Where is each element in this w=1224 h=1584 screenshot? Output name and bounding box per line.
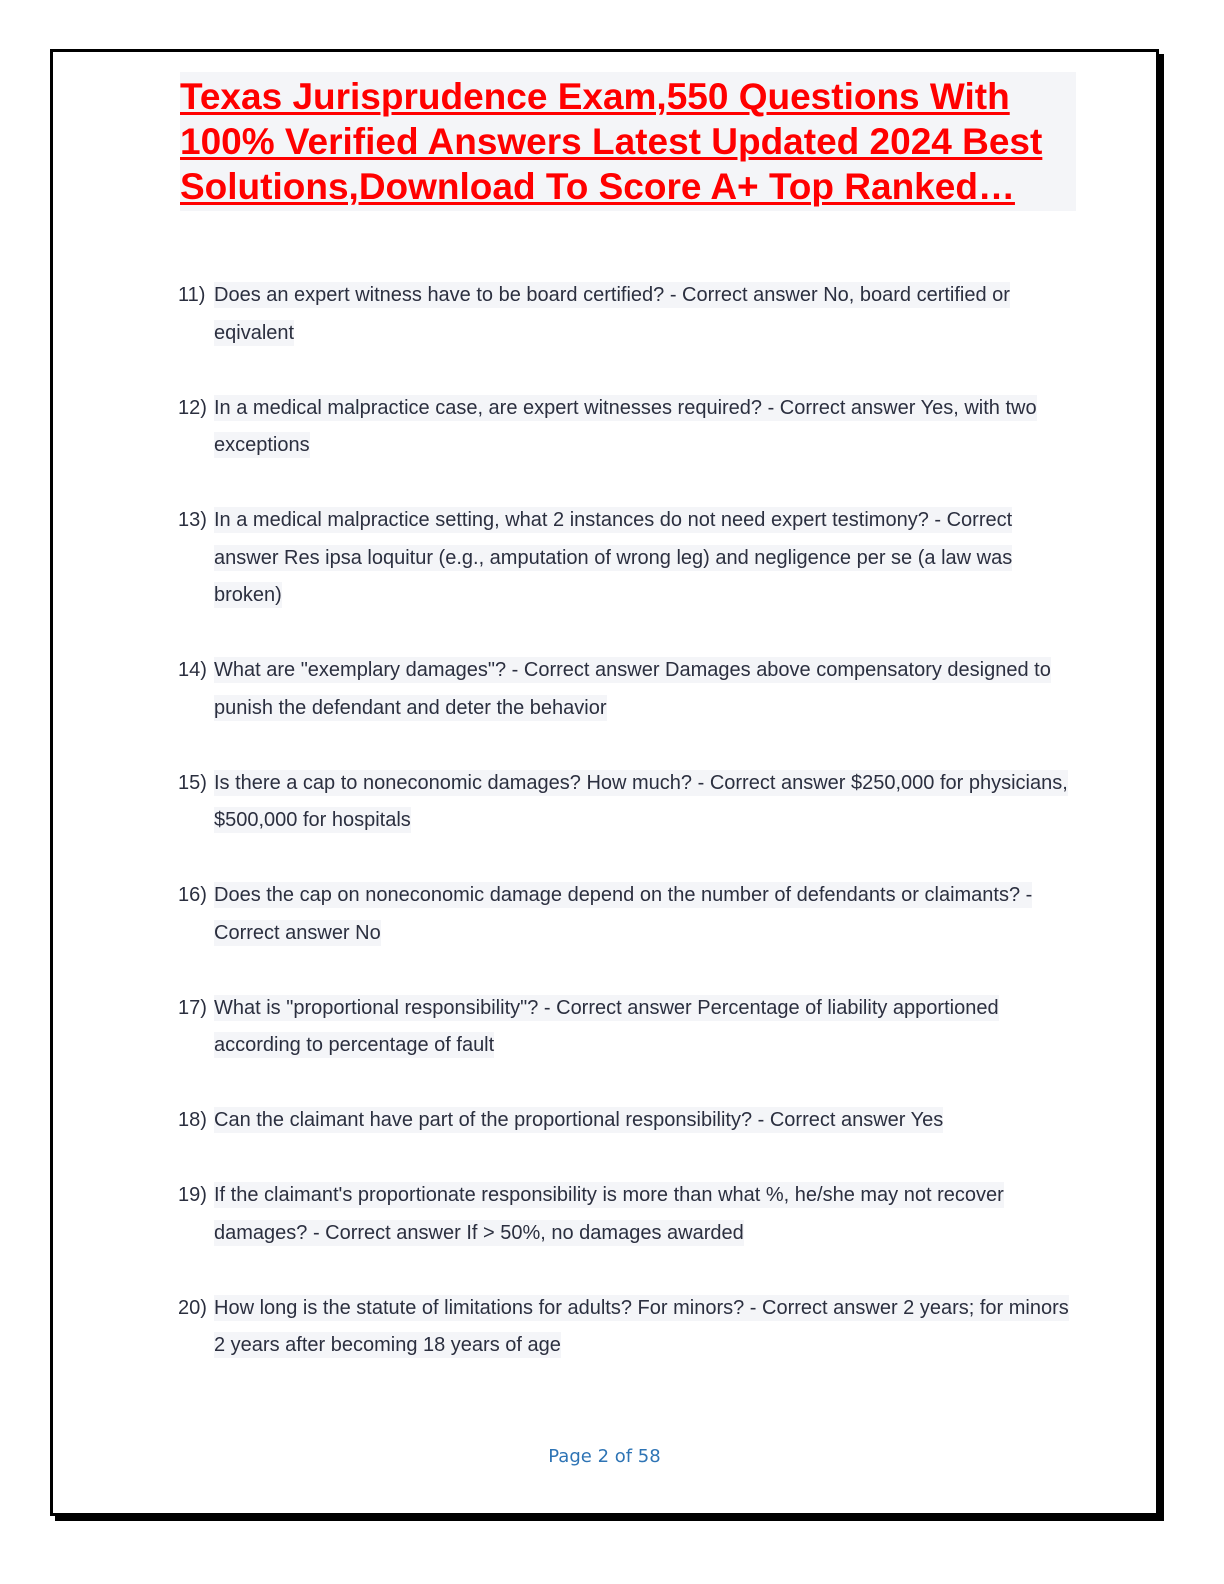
item-number: 20) <box>178 1296 207 1319</box>
list-item <box>178 765 1078 840</box>
list-item <box>178 877 1078 952</box>
title-block <box>180 72 1076 211</box>
document-title[interactable]: Texas Jurisprudence Exam,550 Questions With 100% Verified Answers Latest Updated 2024 Best Solutions,Download To Score A+ Top Ranked… <box>180 76 1043 207</box>
item-number: 18) <box>178 1109 207 1131</box>
item-text-content: Does the cap on noneconomic damage depend on the number of defendants or claimants? - Correct answer No <box>214 884 1033 944</box>
list-item <box>178 990 1078 1065</box>
list-item <box>178 1177 1078 1252</box>
item-number: 14) <box>178 659 207 681</box>
item-number: 19) <box>178 1184 207 1206</box>
item-text <box>214 277 1078 352</box>
item-number: 12) <box>178 396 207 419</box>
list-item <box>178 277 1078 352</box>
list-item <box>178 652 1078 727</box>
page-number: Page 2 of 58 <box>548 1446 661 1467</box>
question-list <box>178 277 1078 1365</box>
item-text <box>214 990 1078 1065</box>
list-item <box>178 1290 1078 1365</box>
item-number: 15) <box>178 771 207 794</box>
list-item <box>178 390 1078 465</box>
item-number: 16) <box>178 884 207 906</box>
item-text-content: Is there a cap to noneconomic damages? How much? - Correct answer $250,000 for physicians, $500,000 for hospitals <box>214 771 1068 831</box>
item-text-content: How long is the statute of limitations for adults? For minors? - Correct answer 2 years; for minors 2 years after becoming 18 years of age <box>214 1296 1069 1356</box>
item-text-content: Does an expert witness have to be board certified? - Correct answer No, board certified or eqivalent <box>214 284 1010 344</box>
item-number: 13) <box>178 509 207 531</box>
item-text-content: Can the claimant have part of the proportional responsibility? - Correct answer Yes <box>214 1109 944 1131</box>
item-text-content: What is "proportional responsibility"? - Correct answer Percentage of liability apportioned according to percentage of fault <box>214 996 999 1056</box>
item-text <box>214 502 1078 615</box>
item-text <box>214 390 1078 465</box>
item-text-content: In a medical malpractice setting, what 2 instances do not need expert testimony? - Correct answer Res ipsa loquitur (e.g., amputation of wrong leg) and negligence per se (a law was broken) <box>214 509 1013 606</box>
item-text <box>214 1290 1078 1365</box>
item-text-content: In a medical malpractice case, are expert witnesses required? - Correct answer Yes, with two exceptions <box>214 396 1037 456</box>
item-text <box>214 1177 1078 1252</box>
item-text-content: If the claimant's proportionate responsibility is more than what %, he/she may not recover damages? - Correct answer If > 50%, no damages awarded <box>214 1184 1004 1244</box>
item-text <box>214 652 1078 727</box>
item-number: 17) <box>178 996 207 1019</box>
list-item <box>178 502 1078 615</box>
document-page <box>50 49 1159 1516</box>
item-text <box>214 765 1078 840</box>
item-text <box>214 1102 1078 1140</box>
item-text-content: What are "exemplary damages"? - Correct answer Damages above compensatory designed to punish the defendant and deter the behavior <box>214 659 1051 719</box>
item-number: 11) <box>178 284 206 306</box>
list-item <box>178 1102 1078 1140</box>
item-text <box>214 877 1078 952</box>
